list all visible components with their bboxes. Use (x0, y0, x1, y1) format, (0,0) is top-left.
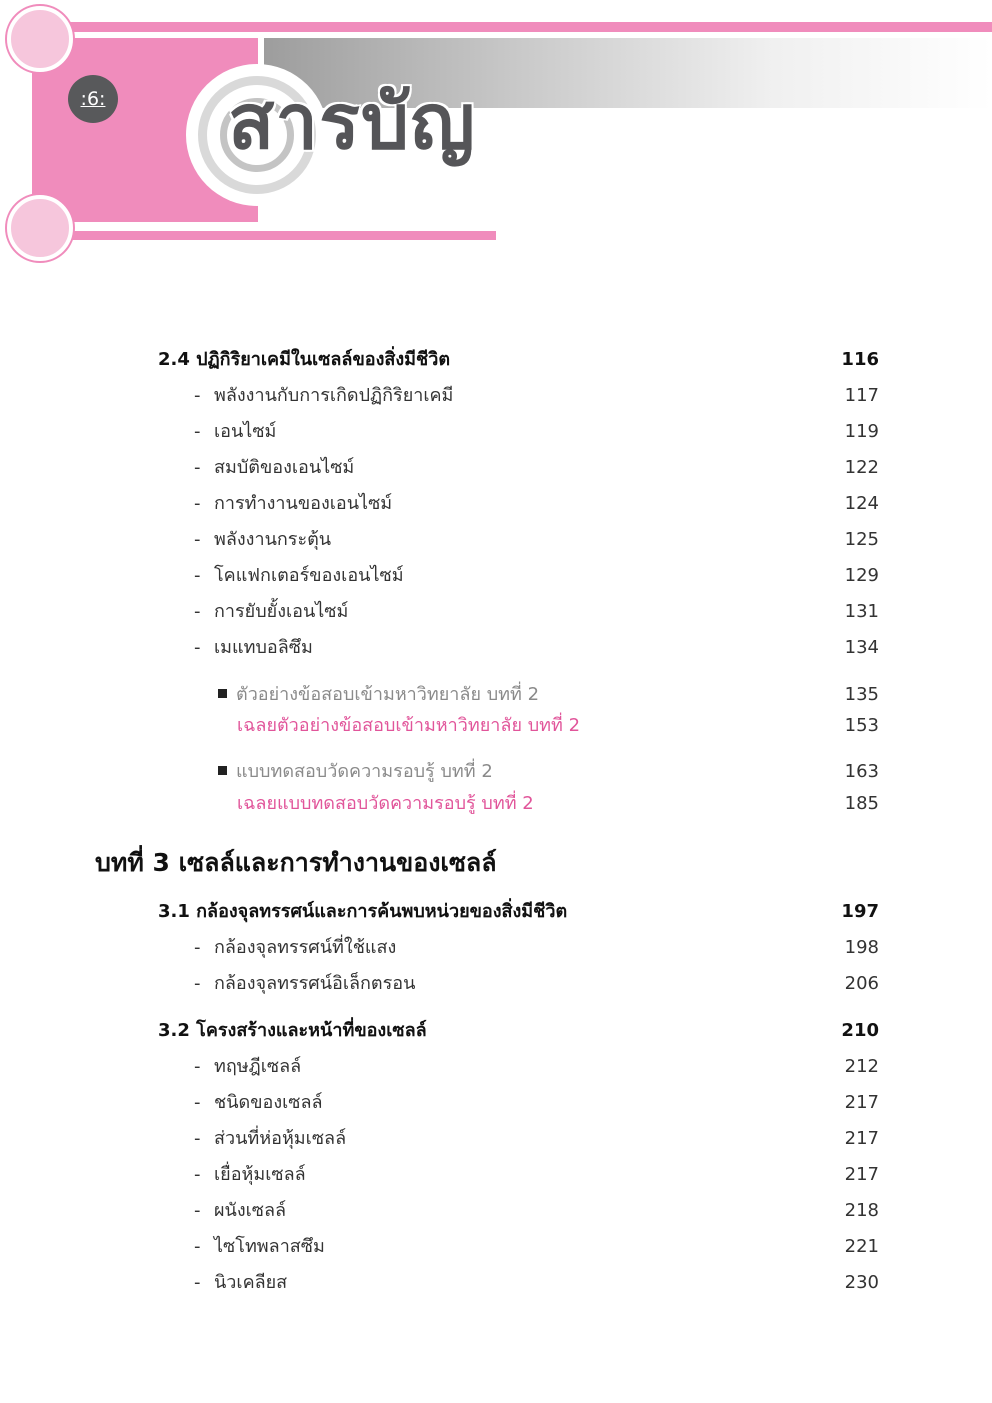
toc-item-label: ส่วนที่ห่อหุ้มเซลล์ (214, 1128, 347, 1149)
toc-page-number: 212 (844, 1056, 879, 1077)
toc-item[interactable]: - เมแทบอลิซึม 134 (194, 633, 879, 663)
toc-page-number: 131 (844, 601, 879, 622)
toc-item[interactable]: - กล้องจุลทรรศน์ที่ใช้แสง 198 (194, 933, 879, 963)
toc-item[interactable]: - เอนไซม์ 119 (194, 417, 879, 447)
toc-page-number: 117 (844, 385, 879, 406)
page-number-badge (68, 75, 118, 123)
toc-page-number: 217 (844, 1092, 879, 1113)
toc-page-number: 153 (844, 715, 879, 736)
toc-page-number: 218 (844, 1200, 879, 1221)
header-top-rule (70, 22, 992, 32)
toc-page-number: 210 (841, 1020, 879, 1041)
toc-section-3-2[interactable] (158, 1016, 879, 1046)
toc-page-number: 197 (841, 901, 879, 922)
toc-exercise[interactable] (218, 680, 879, 710)
toc-answer-label: เฉลยแบบทดสอบวัดความรอบรู้ บทที่ 2 (237, 793, 534, 814)
toc-section-2-4[interactable] (158, 345, 879, 375)
toc-exercise-label: แบบทดสอบวัดความรอบรู้ บทที่ 2 (236, 761, 493, 782)
toc-section-label: 3.2 โครงสร้างและหน้าที่ของเซลล์ (158, 1020, 427, 1041)
toc-answer[interactable] (237, 789, 879, 819)
toc-page-number: 185 (844, 793, 879, 814)
toc-item-label: ผนังเซลล์ (214, 1200, 287, 1221)
toc-item[interactable]: - การยับยั้งเอนไซม์ 131 (194, 597, 879, 627)
toc-page-number: 163 (844, 761, 879, 782)
toc-answer[interactable] (237, 711, 879, 741)
toc-item-label: กล้องจุลทรรศน์อิเล็กตรอน (214, 973, 416, 994)
toc-item[interactable]: - ผนังเซลล์ 218 (194, 1196, 879, 1226)
toc-item[interactable]: - ส่วนที่ห่อหุ้มเซลล์ 217 (194, 1124, 879, 1154)
toc-item[interactable]: - โคแฟกเตอร์ของเอนไซม์ 129 (194, 561, 879, 591)
toc-section-3-1[interactable] (158, 897, 879, 927)
square-bullet-icon (218, 766, 227, 775)
toc-page-number: 125 (844, 529, 879, 550)
page-number: :6: (80, 88, 106, 110)
page-header (0, 0, 992, 260)
toc-item[interactable]: - ทฤษฎีเซลล์ 212 (194, 1052, 879, 1082)
toc-page-number: 122 (844, 457, 879, 478)
square-bullet-icon (218, 689, 227, 698)
toc-item-label: การทำงานของเอนไซม์ (214, 493, 393, 514)
toc-page-number: 129 (844, 565, 879, 586)
toc-section-label: 3.1 กล้องจุลทรรศน์และการค้นพบหน่วยของสิ่งมีชีวิต (158, 901, 568, 922)
toc-answer-label: เฉลยตัวอย่างข้อสอบเข้ามหาวิทยาลัย บทที่ 2 (237, 715, 581, 736)
toc-item[interactable]: - เยื่อหุ้มเซลล์ 217 (194, 1160, 879, 1190)
toc-page-number: 206 (844, 973, 879, 994)
toc-item-label: ไซโทพลาสซึม (214, 1236, 325, 1257)
toc-item[interactable]: - พลังงานกับการเกิดปฏิกิริยาเคมี 117 (194, 381, 879, 411)
toc-item[interactable]: - กล้องจุลทรรศน์อิเล็กตรอน 206 (194, 969, 879, 999)
toc-page-number: 221 (844, 1236, 879, 1257)
toc-page-number: 217 (844, 1128, 879, 1149)
decor-circle-top-icon (7, 6, 73, 72)
toc-item-label: เยื่อหุ้มเซลล์ (214, 1164, 306, 1185)
header-bottom-rule (70, 231, 496, 240)
toc-item-label: พลังงานกระตุ้น (214, 529, 332, 550)
toc-exercise[interactable] (218, 757, 879, 787)
toc-section-label: 2.4 ปฏิกิริยาเคมีในเซลล์ของสิ่งมีชีวิต (158, 349, 451, 370)
toc-exercise-label: ตัวอย่างข้อสอบเข้ามหาวิทยาลัย บทที่ 2 (236, 684, 540, 705)
toc-item[interactable]: - ไซโทพลาสซึม 221 (194, 1232, 879, 1262)
toc-item-label: การยับยั้งเอนไซม์ (214, 601, 349, 622)
toc-page-number: 135 (844, 684, 879, 705)
toc-item-label: ทฤษฎีเซลล์ (214, 1056, 302, 1077)
toc-page-number: 217 (844, 1164, 879, 1185)
toc-page-number: 124 (844, 493, 879, 514)
toc-item-label: นิวเคลียส (214, 1272, 288, 1293)
toc-item[interactable]: - นิวเคลียส 230 (194, 1268, 879, 1298)
toc-page-number: 230 (844, 1272, 879, 1293)
toc-page-number: 134 (844, 637, 879, 658)
toc-page-number: 119 (844, 421, 879, 442)
toc-item[interactable]: - สมบัติของเอนไซม์ 122 (194, 453, 879, 483)
toc-item[interactable]: - พลังงานกระตุ้น 125 (194, 525, 879, 555)
toc-item-label: เอนไซม์ (214, 421, 277, 442)
toc-chapter-3[interactable]: บทที่ 3 เซลล์และการทำงานของเซลล์ (95, 848, 497, 877)
toc-page-number: 198 (844, 937, 879, 958)
toc-item-label: ชนิดของเซลล์ (214, 1092, 323, 1113)
toc-item[interactable]: - ชนิดของเซลล์ 217 (194, 1088, 879, 1118)
toc-item-label: กล้องจุลทรรศน์ที่ใช้แสง (214, 937, 397, 958)
toc-item[interactable]: - การทำงานของเอนไซม์ 124 (194, 489, 879, 519)
decor-circle-bottom-icon (7, 195, 73, 261)
page-title: สารบัญ (228, 77, 476, 166)
toc-item-label: เมแทบอลิซึม (214, 637, 313, 658)
toc-page-number: 116 (841, 349, 879, 370)
toc-item-label: พลังงานกับการเกิดปฏิกิริยาเคมี (214, 385, 454, 406)
toc-item-label: โคแฟกเตอร์ของเอนไซม์ (214, 565, 404, 586)
toc-item-label: สมบัติของเอนไซม์ (214, 457, 355, 478)
